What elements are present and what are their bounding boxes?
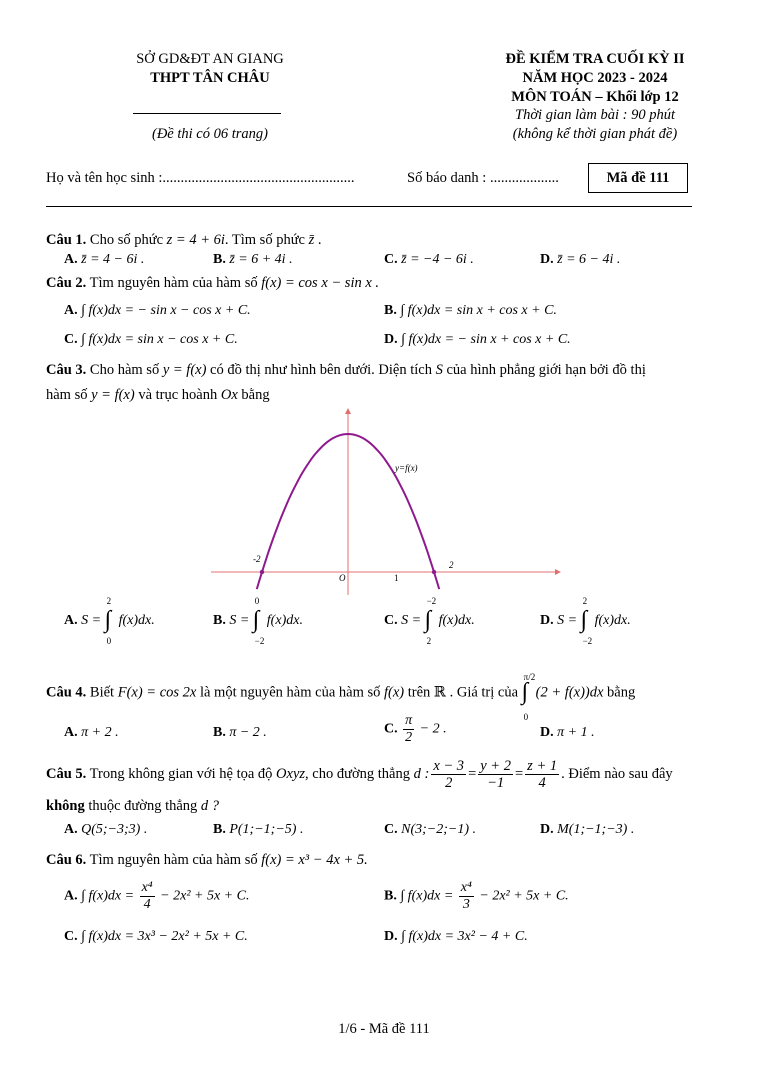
q3-option-a[interactable]: A. S = 2 ∫ 0 f(x)dx. xyxy=(64,596,155,646)
q2-option-b[interactable]: B. ∫ f(x)dx = sin x + cos x + C. xyxy=(384,303,557,318)
question-5-line-2: không thuộc đường thẳng d ? xyxy=(46,798,220,814)
function-graph xyxy=(205,400,565,600)
question-2: Câu 2. Tìm nguyên hàm của hàm số f(x) = cos x − sin x . xyxy=(46,275,380,291)
q6-option-d[interactable]: D. ∫ f(x)dx = 3x² − 4 + C. xyxy=(384,929,528,944)
root-point-left xyxy=(260,570,264,574)
q1-option-c[interactable]: C. z̄ = −4 − 6i . xyxy=(384,252,474,267)
school-year: NĂM HỌC 2023 - 2024 xyxy=(522,70,668,86)
q6-option-a[interactable]: A. ∫ f(x)dx = $\frac{\text{x⁴}}{4}$ − 2x² + 5x + C. xyxy=(64,880,250,912)
header-divider xyxy=(133,113,281,114)
student-name-field: Họ và tên học sinh :..................................................... xyxy=(46,170,355,186)
question-6: Câu 6. Tìm nguyên hàm của hàm số f(x) = x³ − 4x + 5. xyxy=(46,852,368,868)
y-axis-arrow xyxy=(345,408,351,414)
school-name: THPT TÂN CHÂU xyxy=(150,70,270,86)
exam-code-box: Mã đề 111 xyxy=(588,163,688,193)
q3-option-b[interactable]: B. S = 0 ∫ −2 f(x)dx. xyxy=(213,596,303,646)
q2-option-a[interactable]: A. ∫ f(x)dx = − sin x − cos x + C. xyxy=(64,303,251,318)
q5-option-c[interactable]: C. N(3;−2;−1) . xyxy=(384,822,477,837)
q2-option-c[interactable]: C. ∫ f(x)dx = sin x − cos x + C. xyxy=(64,332,238,347)
root-point-right xyxy=(432,570,436,574)
exam-time-note: (không kể thời gian phát đề) xyxy=(512,126,678,142)
question-number: Câu 1. xyxy=(46,232,87,248)
q6-option-c[interactable]: C. ∫ f(x)dx = 3x³ − 2x² + 5x + C. xyxy=(64,929,248,944)
q2-option-d[interactable]: D. ∫ f(x)dx = − sin x + cos x + C. xyxy=(384,332,571,347)
subject: MÔN TOÁN – Khối lớp 12 xyxy=(511,89,679,105)
origin-label: O xyxy=(339,573,346,583)
question-4: Câu 4. Biết F(x) = cos 2x là một nguyên hàm của hàm số f(x) trên ℝ . Giá trị của π/2 ∫ 0 (2 + f(x))dx bằng xyxy=(46,672,636,722)
question-5: Câu 5. Trong không gian với hệ tọa độ Oxyz, cho đường thẳng d : $\frac{x - 3}{2}$ = $\frac{y + 2}{-1}$ = $\frac{z + 1}{4}$ . Điểm nào sau đây xyxy=(46,758,673,791)
student-id-field: Số báo danh : ................... xyxy=(407,170,559,186)
q3-option-d[interactable]: D. S = 2 ∫ −2 f(x)dx. xyxy=(540,596,631,646)
tick-label-2: 2 xyxy=(449,560,454,570)
tick-label-neg2: -2 xyxy=(253,554,261,564)
x-axis-arrow xyxy=(555,569,561,575)
q4-option-c[interactable]: C. $\frac{\pi}{2}$ − 2 . xyxy=(384,713,447,745)
q6-option-b[interactable]: B. ∫ f(x)dx = $\frac{\text{x⁴}}{3}$ − 2x² + 5x + C. xyxy=(384,880,569,912)
exam-time: Thời gian làm bài : 90 phút xyxy=(515,107,675,123)
question-1: Câu 1. Cho số phức z = 4 + 6i. Tìm số phức z̄ . xyxy=(46,232,322,248)
q5-option-a[interactable]: A. Q(5;−3;3) . xyxy=(64,822,148,837)
header-rule xyxy=(46,206,692,207)
q3-option-c[interactable]: C. S = −2 ∫ 2 f(x)dx. xyxy=(384,596,475,646)
exam-title: ĐỀ KIỂM TRA CUỐI KỲ II xyxy=(505,51,685,67)
q4-option-d[interactable]: D. π + 1 . xyxy=(540,725,595,740)
pages-note: (Đề thi có 06 trang) xyxy=(152,126,268,142)
q1-option-b[interactable]: B. z̄ = 6 + 4i . xyxy=(213,252,293,267)
q5-option-b[interactable]: B. P(1;−1;−5) . xyxy=(213,822,304,837)
q4-option-a[interactable]: A. π + 2 . xyxy=(64,725,119,740)
page-footer: 1/6 - Mã đề 111 xyxy=(338,1021,430,1037)
q1-option-a[interactable]: A. z̄ = 4 − 6i . xyxy=(64,252,145,267)
department-name: SỞ GD&ĐT AN GIANG xyxy=(136,51,284,67)
curve-label: y=f(x) xyxy=(395,463,418,473)
tick-label-1: 1 xyxy=(394,573,399,583)
question-3: Câu 3. Cho hàm số y = f(x) có đồ thị như hình bên dưới. Diện tích S của hình phẳng giới hạn bởi đồ thị xyxy=(46,362,646,378)
q1-option-d[interactable]: D. z̄ = 6 − 4i . xyxy=(540,252,621,267)
q5-option-d[interactable]: D. M(1;−1;−3) . xyxy=(540,822,635,837)
question-3-line-2: hàm số y = f(x) và trục hoành Ox bằng xyxy=(46,387,270,403)
q4-option-b[interactable]: B. π − 2 . xyxy=(213,725,267,740)
